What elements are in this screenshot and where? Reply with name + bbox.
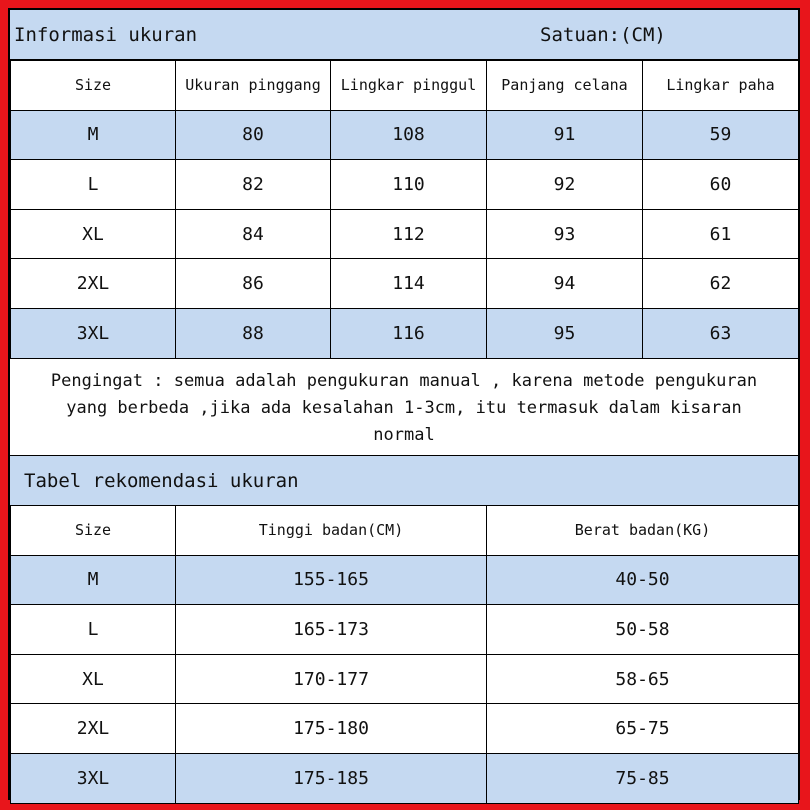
recommend-table-header-row [11, 506, 799, 556]
size-cell: 2XL [11, 259, 176, 309]
size-cell: M [11, 110, 176, 160]
table-row [11, 209, 799, 259]
reminder-line: yang berbeda ,jika ada kesalahan 1-3cm, itu termasuk dalam kisaran [66, 398, 742, 418]
size-cell: M [11, 555, 176, 605]
table-cell: 95 [487, 308, 643, 358]
table-cell: 165-173 [176, 605, 487, 655]
size-table-header-row [11, 61, 799, 111]
table-cell: 62 [643, 259, 799, 309]
table-row [11, 160, 799, 210]
table-cell: 94 [487, 259, 643, 309]
table-cell: 116 [331, 308, 487, 358]
header-cell: Lingkar paha [643, 61, 799, 111]
table-cell: 92 [487, 160, 643, 210]
table-cell: 112 [331, 209, 487, 259]
table-cell: 175-180 [176, 704, 487, 754]
recommend-table [10, 505, 799, 804]
table-cell: 60 [643, 160, 799, 210]
header-cell: Ukuran pinggang [176, 61, 331, 111]
table-cell: 114 [331, 259, 487, 309]
size-cell: XL [11, 654, 176, 704]
table-cell: 75-85 [487, 753, 799, 803]
header-cell: Berat badan(KG) [487, 506, 799, 556]
table-cell: 50-58 [487, 605, 799, 655]
size-cell: L [11, 160, 176, 210]
size-cell: XL [11, 209, 176, 259]
recommend-table-title: Tabel rekomendasi ukuran [24, 469, 299, 492]
recommend-table-title-bar [10, 456, 798, 506]
size-cell: 3XL [11, 308, 176, 358]
reminder-line: Pengingat : semua adalah pengukuran manual , karena metode pengukuran [50, 371, 758, 391]
size-table-title: Informasi ukuran [14, 23, 198, 46]
table-row [11, 555, 799, 605]
table-cell: 63 [643, 308, 799, 358]
table-row [11, 704, 799, 754]
size-table [10, 60, 799, 359]
table-row [11, 308, 799, 358]
size-cell: L [11, 605, 176, 655]
table-cell: 91 [487, 110, 643, 160]
table-row [11, 654, 799, 704]
table-cell: 88 [176, 308, 331, 358]
table-cell: 61 [643, 209, 799, 259]
header-cell: Size [11, 61, 176, 111]
header-cell: Lingkar pinggul [331, 61, 487, 111]
table-row [11, 110, 799, 160]
header-cell: Size [11, 506, 176, 556]
unit-label: Satuan:(CM) [540, 23, 666, 46]
size-cell: 3XL [11, 753, 176, 803]
reminder-note [10, 358, 798, 456]
table-cell: 175-185 [176, 753, 487, 803]
size-table-title-bar [10, 10, 798, 60]
table-row [11, 753, 799, 803]
table-cell: 110 [331, 160, 487, 210]
reminder-line: normal [373, 425, 435, 445]
table-cell: 40-50 [487, 555, 799, 605]
table-cell: 84 [176, 209, 331, 259]
table-cell: 170-177 [176, 654, 487, 704]
size-cell: 2XL [11, 704, 176, 754]
table-cell: 86 [176, 259, 331, 309]
table-cell: 59 [643, 110, 799, 160]
table-cell: 82 [176, 160, 331, 210]
table-row [11, 605, 799, 655]
table-cell: 93 [487, 209, 643, 259]
table-cell: 80 [176, 110, 331, 160]
table-row [11, 259, 799, 309]
table-cell: 65-75 [487, 704, 799, 754]
size-chart [8, 8, 800, 800]
table-cell: 108 [331, 110, 487, 160]
table-cell: 155-165 [176, 555, 487, 605]
header-cell: Panjang celana [487, 61, 643, 111]
header-cell: Tinggi badan(CM) [176, 506, 487, 556]
table-cell: 58-65 [487, 654, 799, 704]
